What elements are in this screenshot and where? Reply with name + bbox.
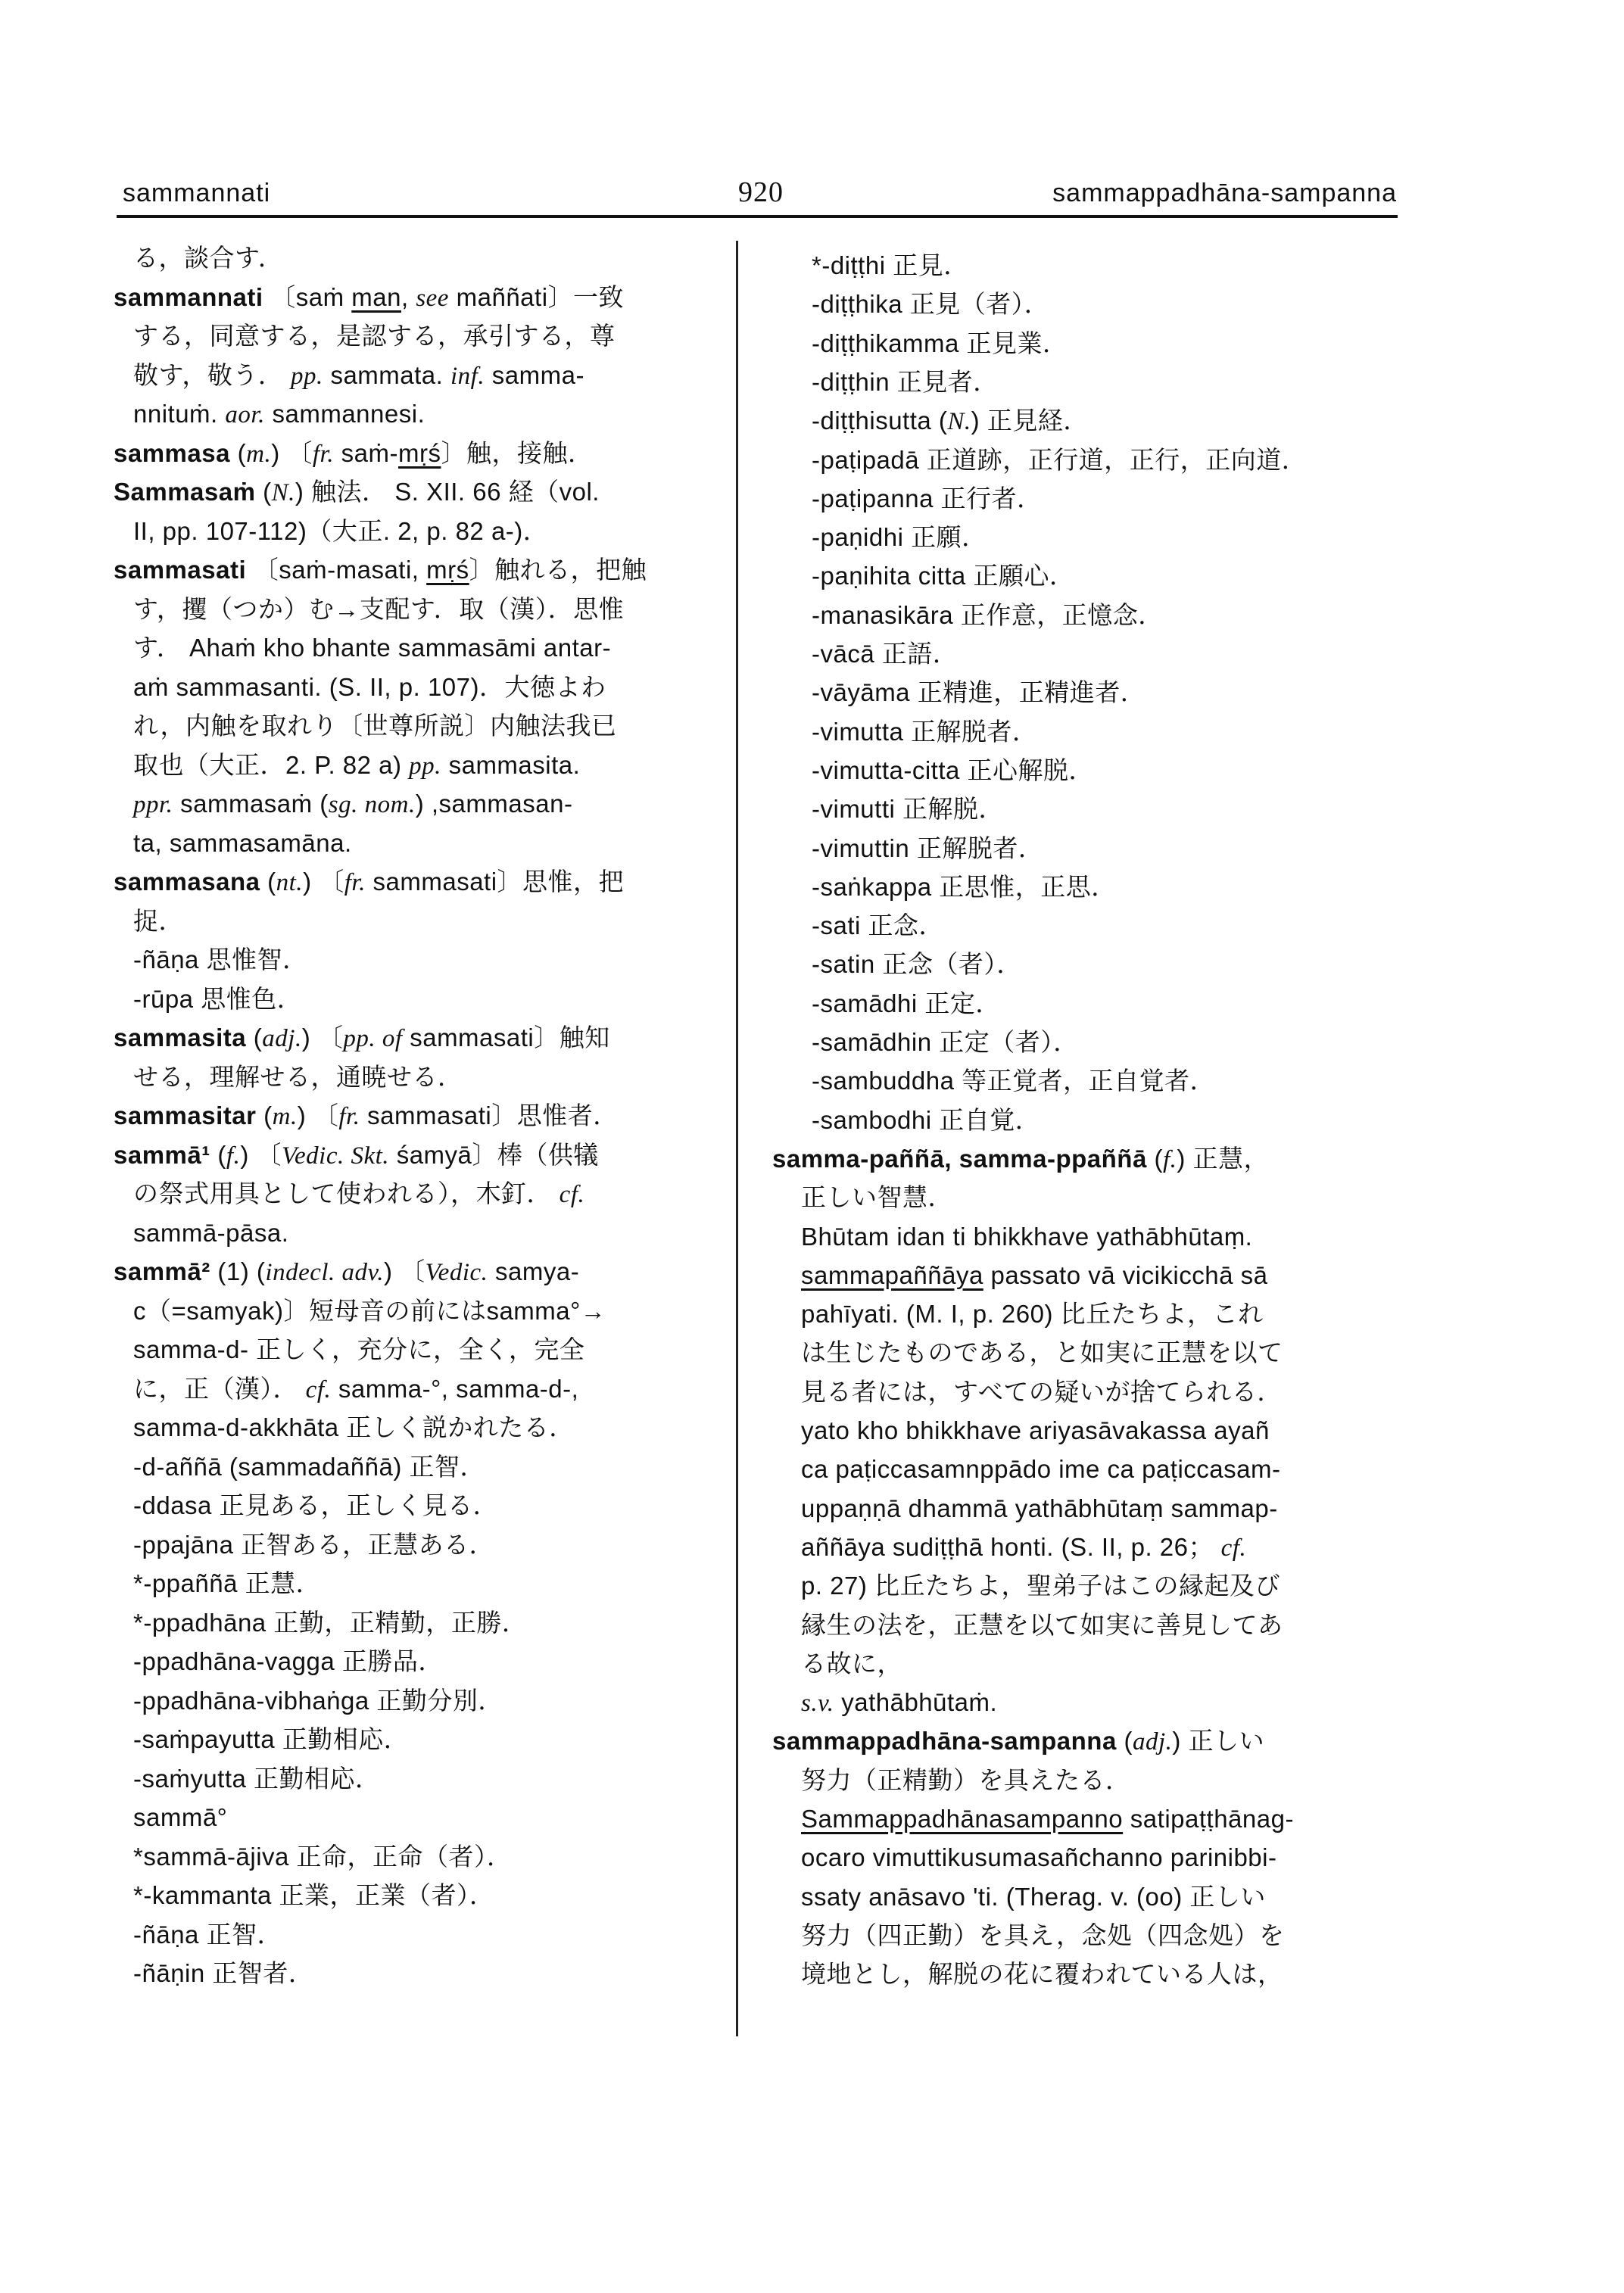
entry-text: II, pp. 107-112)（大正. 2, p. 82 a-)． (133, 516, 549, 545)
entry-text: る，談合す． (133, 244, 284, 272)
dictionary-text-line (812, 519, 987, 556)
entry-text: -sambuddha 等正覚者，正自覚者． (812, 1067, 1216, 1095)
entry-text: ) 触法． S. XII. 66 経（vol. (295, 478, 600, 506)
dictionary-text-line (133, 707, 616, 745)
grammar-abbreviation: f. (1163, 1145, 1177, 1173)
dictionary-text-line (801, 1606, 1283, 1644)
dictionary-text-line (133, 824, 352, 862)
grammar-abbreviation: ppr. (133, 791, 173, 818)
dictionary-headword-line (114, 1136, 599, 1174)
dictionary-text-line (133, 1331, 584, 1369)
entry-text: ( (210, 1140, 226, 1169)
entry-text: sammasati〕思惟，把 (365, 868, 625, 896)
entry-text: satipaṭṭhānag- (1123, 1805, 1294, 1833)
entry-text: sammasaṁ ( (173, 790, 329, 818)
grammar-abbreviation: sg. nom. (328, 791, 416, 818)
dictionary-text-line (133, 1487, 498, 1525)
entry-text: uppaṇṇā dhammā yathābhūtaṃ sammap- (801, 1494, 1278, 1522)
dictionary-text-line (801, 1645, 902, 1683)
dictionary-text-line (133, 746, 580, 784)
dictionary-text-line (812, 247, 969, 285)
dictionary-text-line (801, 1528, 1246, 1566)
entry-text: 捉． (133, 906, 184, 935)
dictionary-text-line (812, 713, 1038, 751)
entry-text: -ñāṇin 正智者． (133, 1959, 314, 1987)
dictionary-headword-line (114, 435, 593, 472)
entry-text: , (401, 282, 416, 311)
entry-text: ca paṭiccasamnppādo ime ca paṭiccasam- (801, 1455, 1281, 1484)
entry-text: ) 〔 (301, 1023, 344, 1051)
dictionary-text-line (133, 1721, 409, 1759)
entry-text: -sati 正念． (812, 911, 945, 940)
underlined-term: mṛś (426, 556, 469, 584)
entry-text: -ppajāna 正智ある，正慧ある． (133, 1530, 495, 1559)
dictionary-text-line (133, 1370, 578, 1408)
dictionary-text-line (801, 1567, 1280, 1605)
entry-text: -diṭṭhin 正見者． (812, 367, 999, 396)
grammar-abbreviation: fr. (312, 440, 334, 468)
entry-text: ) 正見経． (971, 407, 1089, 435)
dictionary-text-line (812, 363, 999, 401)
dictionary-headword-line (114, 1253, 579, 1291)
dictionary-text-line (133, 357, 584, 394)
entry-text: samma- (485, 360, 584, 389)
grammar-abbreviation: N. (947, 408, 971, 436)
entry-text: *sammā-ājiva 正命，正命（者）． (133, 1842, 513, 1871)
entry-text: 努力（正精勤）を具えたる． (801, 1765, 1131, 1794)
entry-text: -vimutti 正解脱． (812, 795, 1004, 824)
entry-text: ( (260, 868, 276, 896)
entry-text: 取也（大正．2. P. 82 a) (133, 750, 410, 779)
dictionary-text-line (801, 1490, 1278, 1528)
dictionary-text-line (812, 557, 1074, 595)
entry-text: ) 〔 (303, 868, 344, 896)
entry-text: -diṭṭhikamma 正見業． (812, 329, 1068, 357)
dictionary-text-line (812, 285, 1049, 323)
entry-text: ( (256, 1101, 273, 1129)
entry-text: る故に， (801, 1649, 902, 1678)
grammar-abbreviation: s.v. (801, 1690, 834, 1718)
dictionary-headword-line (114, 1019, 610, 1057)
entry-text: ) 〔 (297, 1101, 339, 1129)
entry-text: -satin 正念（者）． (812, 950, 1022, 979)
dictionary-text-line (133, 1175, 584, 1213)
entry-text: ) 〔 (240, 1140, 282, 1169)
entry-text: -ñāṇa 正智． (133, 1920, 283, 1949)
dictionary-text-line (133, 980, 302, 1018)
entry-text: 敬す，敬う． (133, 360, 291, 389)
entry-text: samya- (488, 1257, 580, 1285)
grammar-abbreviation: pp. (291, 362, 323, 390)
entry-text: saṁ- (334, 438, 398, 467)
grammar-abbreviation: Vedic. Skt. (282, 1142, 390, 1170)
entry-text: -paṭipadā 正道跡，正行道，正行，正向道． (812, 445, 1308, 474)
column-divider (736, 241, 738, 2036)
grammar-abbreviation: see (416, 284, 449, 312)
entry-text: 正しい智慧． (801, 1183, 953, 1212)
dictionary-text-line (801, 1218, 1252, 1256)
entry-text: 努力（四正勤）を具え，念処（四念処）を (801, 1921, 1285, 1949)
dictionary-text-line (133, 1214, 288, 1252)
entry-text: 縁生の法を，正慧を以て如実に善見してあ (801, 1610, 1283, 1639)
dictionary-text-line (812, 402, 1089, 440)
entry-text: *-diṭṭhi 正見． (812, 251, 969, 279)
entry-text: ta, sammasamāna. (133, 828, 352, 857)
entry-text: -ppadhāna-vagga 正勝品． (133, 1647, 444, 1675)
headword: sammasana (114, 868, 260, 896)
entry-text: -paṭipanna 正行者． (812, 484, 1043, 512)
entry-text: sammā° (133, 1803, 228, 1831)
dictionary-text-line (133, 1409, 575, 1447)
dictionary-text-line (133, 1916, 282, 1954)
headword: samma-paññā, samma-ppaññā (772, 1144, 1147, 1173)
dictionary-headword-line (114, 1097, 619, 1135)
entry-text: 〕触れる，把触 (469, 556, 647, 584)
grammar-abbreviation: pp. of (343, 1025, 403, 1052)
entry-text: す． Ahaṁ kho bhante sammasāmi antar- (133, 634, 612, 662)
entry-text: の祭式用具として使われる），木釘． (133, 1179, 560, 1207)
grammar-abbreviation: inf. (450, 362, 485, 390)
entry-text: *-kammanta 正業，正業（者）． (133, 1881, 495, 1909)
dictionary-text-line (801, 1295, 1264, 1333)
entry-text: ) 正しい (1172, 1727, 1265, 1756)
entry-text: -ñāṇa 思惟智． (133, 946, 308, 974)
entry-text: sammasita. (441, 750, 581, 779)
entry-text: ( (1116, 1727, 1133, 1756)
dictionary-text-line (133, 512, 548, 550)
entry-text: samma-d- 正しく，充分に，全く，完全 (133, 1335, 585, 1363)
entry-text: sammasati〕触知 (402, 1023, 610, 1051)
grammar-abbreviation: nt. (276, 869, 304, 896)
entry-text: aṁ sammasanti. (S. II, p. 107)．大徳よわ (133, 672, 606, 701)
entry-text: ocaro vimuttikusumasañchanno parinibbi- (801, 1843, 1277, 1872)
entry-text: aññāya sudiṭṭhā honti. (S. II, p. 26； (801, 1532, 1221, 1561)
dictionary-text-line (133, 1643, 444, 1681)
entry-text: -vimuttin 正解脱者． (812, 833, 1044, 862)
entry-text: -saṅkappa 正思惟，正思． (812, 872, 1117, 901)
dictionary-text-line (812, 597, 1164, 634)
dictionary-text-line (133, 1448, 485, 1486)
dictionary-text-line (133, 1292, 606, 1330)
entry-text: ( (255, 478, 272, 506)
dictionary-text-line (801, 1373, 1283, 1411)
entry-text: passato vā vicikicchā sā (983, 1260, 1268, 1289)
headword: sammannati (114, 282, 263, 311)
dictionary-text-line (812, 480, 1043, 518)
headword: sammasati (114, 556, 247, 584)
grammar-abbreviation: fr. (338, 1103, 360, 1130)
dictionary-text-line (812, 830, 1043, 868)
dictionary-text-line (133, 941, 308, 979)
entry-text: -paṇidhi 正願． (812, 523, 987, 552)
dictionary-headword-line (114, 473, 600, 511)
entry-text: する，同意する，是認する，承引する，尊 (133, 322, 616, 350)
grammar-abbreviation: N. (271, 479, 295, 506)
dictionary-text-line (801, 1257, 1267, 1294)
entry-text: sammata. (323, 360, 450, 389)
dictionary-headword-line (772, 1722, 1264, 1760)
entry-text: -vācā 正語． (812, 640, 959, 668)
grammar-abbreviation: pp. (409, 752, 441, 780)
grammar-abbreviation: cf. (559, 1181, 585, 1208)
dictionary-text-line (812, 635, 958, 673)
dictionary-text-line (812, 868, 1117, 906)
entry-text: p. 27) 比丘たちよ，聖弟子はこの縁起及び (801, 1572, 1281, 1600)
entry-text: ) 〔 (271, 438, 313, 467)
dictionary-headword-line (114, 551, 647, 589)
entry-text: ) 正慧， (1177, 1144, 1270, 1173)
entry-text: -paṇihita citta 正願心． (812, 562, 1075, 590)
dictionary-text-line (801, 1450, 1280, 1488)
dictionary-text-line (133, 1799, 227, 1837)
dictionary-text-line (812, 946, 1022, 983)
grammar-abbreviation: adj. (1132, 1728, 1173, 1756)
dictionary-text-line (133, 1838, 513, 1876)
dictionary-text-line (801, 1839, 1277, 1877)
entry-text: れ，内触を取れり〔世尊所説〕内触法我已 (133, 712, 617, 740)
dictionary-text-line (812, 325, 1068, 363)
headword: sammā¹ (114, 1140, 210, 1169)
entry-text: -samādhin 正定（者）． (812, 1028, 1079, 1056)
entry-text: (1) ( (210, 1257, 266, 1285)
dictionary-text-line (133, 785, 572, 823)
entry-text: 見る者には，すべての疑いが捨てられる． (801, 1377, 1283, 1406)
entry-text: -manasikāra 正作意，正憶念． (812, 600, 1164, 629)
headword: sammasa (114, 438, 230, 467)
entry-text: -vimutta-citta 正心解脱． (812, 756, 1095, 784)
entry-text: sammā-pāsa. (133, 1218, 289, 1247)
entry-text: -saṁpayutta 正勤相応． (133, 1725, 410, 1753)
grammar-abbreviation: fr. (344, 869, 366, 896)
dictionary-text-line (133, 1604, 527, 1642)
dictionary-text-line (133, 395, 425, 433)
entry-text: -sambodhi 正自覚． (812, 1105, 1041, 1134)
entry-text: す，攫（つか）む→支配す．取（漢）．思惟 (133, 594, 625, 623)
entry-text: ) ,sammasan- (415, 790, 573, 818)
dictionary-headword-line (772, 1140, 1269, 1178)
entry-text: *-ppadhāna 正勤，正精勤，正勝． (133, 1608, 528, 1637)
underlined-term: mṛś (398, 438, 441, 467)
dictionary-text-line (133, 1058, 463, 1096)
dictionary-text-line (812, 752, 1094, 790)
dictionary-text-line (801, 1684, 997, 1721)
entry-text: せる，理解せる，通暁せる． (133, 1062, 463, 1091)
grammar-abbreviation: indecl. adv. (265, 1259, 384, 1286)
underlined-term: sammapaññāya (801, 1260, 983, 1289)
entry-text: に，正（漢）． (133, 1374, 306, 1403)
dictionary-text-line (812, 1101, 1040, 1139)
entry-text: sammasati〕思惟者． (360, 1101, 619, 1129)
entry-text: samma-°, samma-d-, (331, 1374, 579, 1403)
entry-text: 〔saṁ-masati, (246, 556, 427, 584)
dictionary-text-line (133, 902, 184, 940)
entry-text: 境地とし，解脱の花に覆われている人は， (801, 1960, 1283, 1989)
grammar-abbreviation: m. (246, 440, 272, 468)
entry-text: -samādhi 正定． (812, 989, 1001, 1017)
dictionary-text-line (812, 1023, 1079, 1061)
entry-text: maññati〕一致 (448, 282, 625, 311)
headword: Sammasaṁ (114, 478, 256, 506)
headword: sammā² (114, 1257, 210, 1285)
entry-text: -ppadhāna-vibhaṅga 正勤分別． (133, 1686, 503, 1715)
dictionary-text-line (801, 1179, 953, 1217)
dictionary-text-line (812, 441, 1307, 479)
dictionary-headword-line (114, 863, 624, 901)
entry-text: ( (246, 1023, 263, 1051)
dictionary-headword-line (114, 279, 624, 316)
entry-text: -ddasa 正見ある，正しく見る． (133, 1491, 499, 1519)
entry-text: yathābhūtaṁ. (834, 1688, 998, 1717)
dictionary-text-line (801, 1917, 1284, 1955)
entry-text: Bhūtam idan ti bhikkhave yathābhūtaṃ. (801, 1222, 1253, 1251)
dictionary-text-line (133, 317, 616, 355)
dictionary-text-line (801, 1955, 1283, 1993)
dictionary-text-line (801, 1334, 1283, 1372)
entry-text: -saṁyutta 正勤相応． (133, 1764, 381, 1793)
headword: sammasita (114, 1023, 247, 1051)
entry-text: -vāyāma 正精進，正精進者． (812, 678, 1146, 707)
entry-text: ( (229, 438, 247, 467)
dictionary-text-line (801, 1878, 1266, 1916)
entry-text: は生じたものである，と如実に正慧を以て (801, 1338, 1283, 1367)
dictionary-text-line (801, 1762, 1131, 1799)
entry-text: *-ppaññā 正慧． (133, 1569, 322, 1597)
entry-text: -diṭṭhika 正見（者）． (812, 290, 1050, 319)
dictionary-text-line (133, 590, 624, 628)
entry-text: c（=samyak)〕短母音の前にはsamma°→ (133, 1296, 606, 1325)
dictionary-text-line (133, 629, 611, 667)
dictionary-text-line (133, 239, 283, 277)
dictionary-text-line (801, 1800, 1294, 1838)
dictionary-text-line (812, 790, 1004, 828)
dictionary-text-line (801, 1412, 1270, 1450)
underlined-term: Sammappadhānasampanno (801, 1805, 1124, 1833)
entry-text: ) 〔 (384, 1257, 425, 1285)
grammar-abbreviation: aor. (225, 401, 265, 428)
dictionary-text-line (133, 1955, 313, 1992)
entry-text: śamyā〕棒（供犠 (389, 1140, 599, 1169)
dictionary-text-line (812, 674, 1146, 712)
grammar-abbreviation: adj. (262, 1025, 302, 1052)
grammar-abbreviation: cf. (1220, 1534, 1247, 1562)
dictionary-text-line (133, 1877, 495, 1914)
dictionary-text-line (133, 668, 606, 706)
underlined-term: man (351, 282, 401, 311)
entry-text: 〕触，接触． (441, 438, 594, 467)
entry-text: sammannesi. (264, 400, 425, 428)
entry-text: ssaty anāsavo 'ti. (Therag. v. (oo) 正しい (801, 1882, 1266, 1911)
grammar-abbreviation: m. (272, 1103, 298, 1130)
grammar-abbreviation: Vedic. (425, 1259, 488, 1286)
dictionary-text-line (133, 1526, 494, 1564)
headword: sammappadhāna-sampanna (772, 1727, 1117, 1756)
entry-text: 〔saṁ (263, 282, 352, 311)
entry-text: -d-aññā (sammadaññā) 正智． (133, 1452, 486, 1481)
entry-text: ( (1146, 1144, 1163, 1173)
entry-text: samma-d-akkhāta 正しく説かれたる． (133, 1413, 575, 1441)
entry-text: nnituṁ. (133, 400, 226, 428)
dictionary-text-line (812, 985, 1001, 1023)
entry-text: -vimutta 正解脱者． (812, 717, 1038, 746)
grammar-abbreviation: f. (226, 1142, 241, 1170)
dictionary-text-line (812, 1062, 1215, 1100)
dictionary-text-line (812, 907, 944, 945)
entry-text: -diṭṭhisutta ( (812, 407, 948, 435)
dictionary-text-line (133, 1760, 381, 1798)
headword: sammasitar (114, 1101, 257, 1129)
header-rule (117, 215, 1398, 218)
entry-text: yato kho bhikkhave ariyasāvakassa ayañ (801, 1416, 1270, 1444)
page-number: 920 (738, 176, 784, 208)
header-guideword-left: sammannati (123, 179, 271, 207)
dictionary-text-line (133, 1565, 321, 1603)
entry-text: pahīyati. (M. I, p. 260) 比丘たちよ，これ (801, 1300, 1264, 1329)
header-guideword-right: sammappadhāna-sampanna (1052, 179, 1397, 207)
entry-text: -rūpa 思惟色． (133, 984, 303, 1013)
grammar-abbreviation: cf. (305, 1375, 332, 1404)
dictionary-text-line (133, 1682, 503, 1720)
